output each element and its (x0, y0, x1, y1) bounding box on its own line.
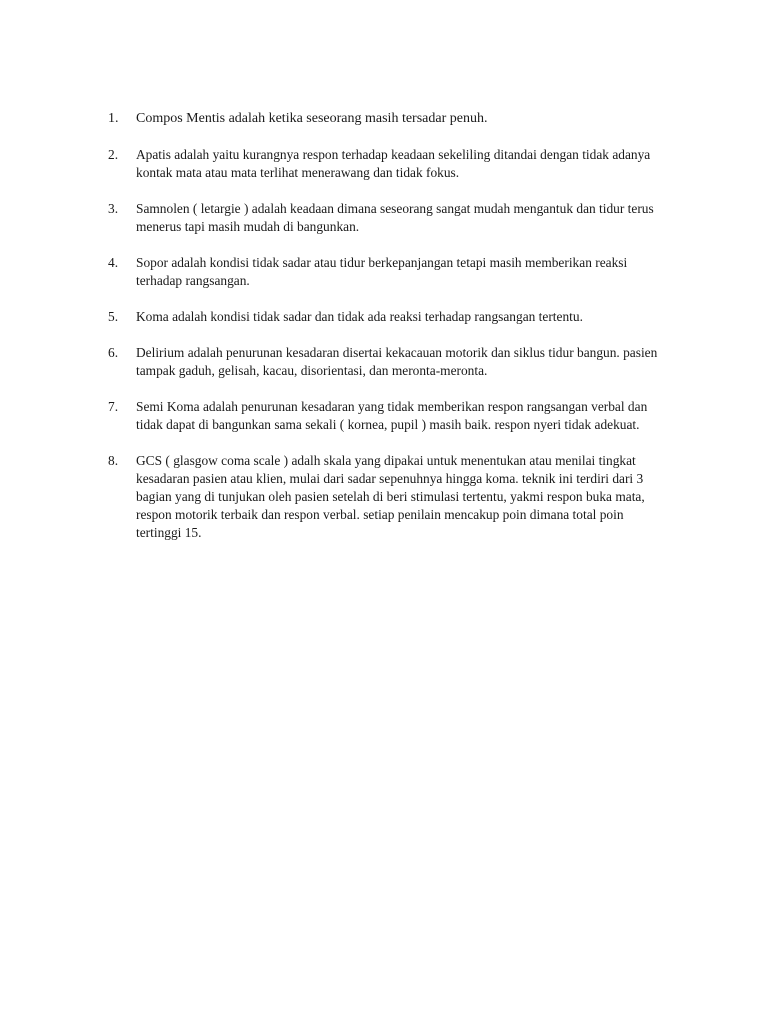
list-item-text: Koma adalah kondisi tidak sadar dan tidak ada reaksi terhadap rangsangan tertentu. (136, 309, 583, 324)
list-item-number: 6. (108, 345, 119, 360)
list-item (108, 344, 668, 380)
list-item-number: 3. (108, 201, 119, 216)
list-item-text: Compos Mentis adalah ketika seseorang masih tersadar penuh. (136, 111, 488, 126)
list-item (108, 146, 668, 182)
list-item (108, 452, 668, 542)
list-item-number: 2. (108, 147, 119, 162)
list-item-text: Sopor adalah kondisi tidak sadar atau tidur berkepanjangan tetapi masih memberikan reaksi terhadap rangsangan. (136, 255, 628, 288)
list-item-text: Semi Koma adalah penurunan kesadaran yang tidak memberikan respon rangsangan verbal dan tidak dapat di bangunkan sama sekali ( kornea, pupil ) masih baik. respon nyeri tidak adekuat. (136, 399, 648, 432)
list-item-number: 1. (108, 111, 119, 126)
list-item-text: Delirium adalah penurunan kesadaran disertai kekacauan motorik dan siklus tidur bangun. pasien tampak gaduh, gelisah, kacau, disorientasi, dan meronta-meronta. (136, 345, 658, 378)
list-item-text: Apatis adalah yaitu kurangnya respon terhadap keadaan sekeliling ditandai dengan tidak adanya kontak mata atau mata terlihat menerawang dan tidak fokus. (136, 147, 651, 180)
list-item-number: 8. (108, 453, 119, 468)
list-item-number: 5. (108, 309, 119, 324)
numbered-list (108, 110, 668, 560)
list-item (108, 200, 668, 236)
list-item-text: Samnolen ( letargie ) adalah keadaan dimana seseorang sangat mudah mengantuk dan tidur terus menerus tapi masih mudah di bangunkan. (136, 201, 654, 234)
list-item-text: GCS ( glasgow coma scale ) adalh skala yang dipakai untuk menentukan atau menilai tingkat kesadaran pasien atau klien, mulai dari sadar sepenuhnya hingga koma. teknik ini terdiri dari 3 bagian yang di tunjukan oleh pasien setelah di beri stimulasi tertentu, yakmi respon buka mata, respon motorik terbaik dan respon verbal. setiap penilain mencakup poin dimana total poin tertinggi 15. (136, 453, 645, 540)
list-item-number: 4. (108, 255, 119, 270)
list-item (108, 254, 668, 290)
list-item-number: 7. (108, 399, 119, 414)
list-item (108, 308, 668, 326)
list-item (108, 398, 668, 434)
list-item (108, 110, 668, 128)
